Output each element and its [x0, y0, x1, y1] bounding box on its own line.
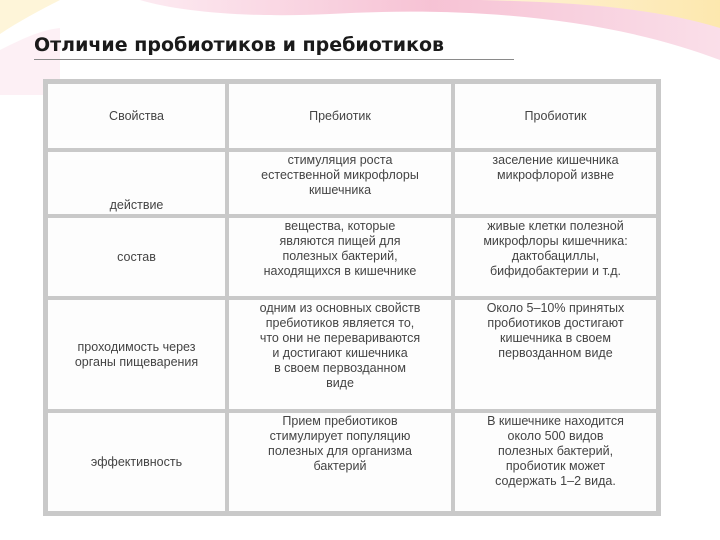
row-prebiotic-cell: Прием пребиотиков стимулирует популяцию полезных для организма бактерий	[227, 411, 453, 513]
row-property-cell: проходимость через органы пищеварения	[46, 298, 227, 411]
header-properties: Свойства	[46, 82, 227, 150]
row-probiotic-cell: В кишечнике находится около 500 видов полезных бактерий, пробиотик может содержать 1–2 вида.	[453, 411, 658, 513]
row-prebiotic-cell: вещества, которые являются пищей для полезных бактерий, находящихся в кишечнике	[227, 216, 453, 298]
row-probiotic-cell: заселение кишечника микрофлорой извне	[453, 150, 658, 216]
table-header-row	[46, 82, 658, 150]
row-property-cell: действие	[46, 150, 227, 216]
table-row	[46, 150, 658, 216]
header-prebiotic: Пребиотик	[227, 82, 453, 150]
row-property-cell: состав	[46, 216, 227, 298]
row-prebiotic-cell: одним из основных свойств пребиотиков является то, что они не перевариваются и достигают кишечника в своем первозданном виде	[227, 298, 453, 411]
slide-title: Отличие пробиотиков и пребиотиков	[34, 34, 514, 60]
table-row	[46, 298, 658, 411]
comparison-table	[43, 79, 661, 516]
row-property-cell: эффективность	[46, 411, 227, 513]
table-row	[46, 216, 658, 298]
table-row	[46, 411, 658, 513]
row-probiotic-cell: живые клетки полезной микрофлоры кишечника: дактобациллы, бифидобактерии и т.д.	[453, 216, 658, 298]
header-probiotic: Пробиотик	[453, 82, 658, 150]
row-prebiotic-cell: стимуляция роста естественной микрофлоры кишечника	[227, 150, 453, 216]
row-probiotic-cell: Около 5–10% принятых пробиотиков достигают кишечника в своем первозданном виде	[453, 298, 658, 411]
